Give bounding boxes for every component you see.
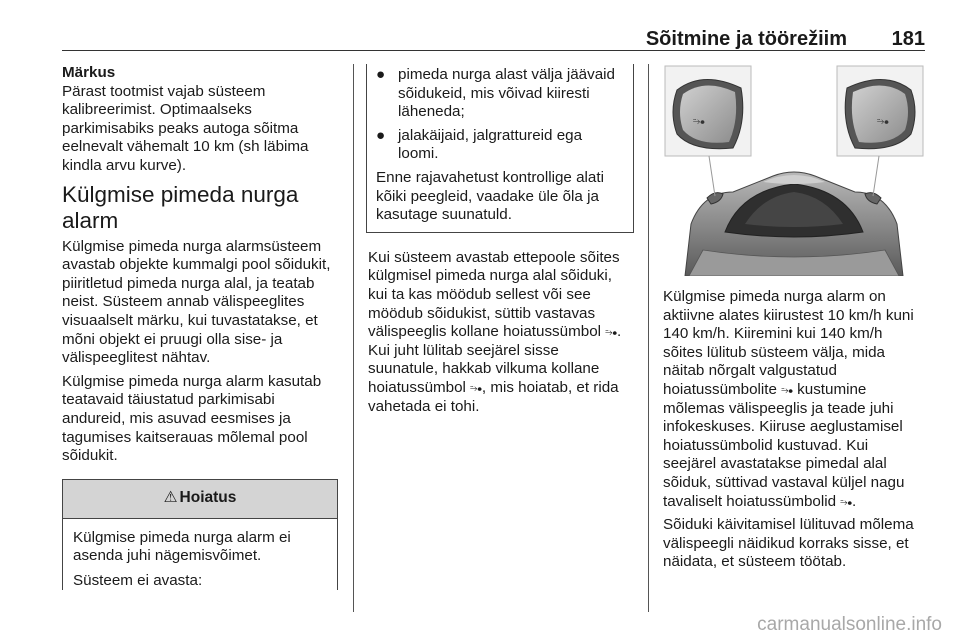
warning-box-continued <box>366 64 634 233</box>
paragraph: Külgmise pimeda nurga alarmsüsteem avastab objekte kummalgi pool sõidukit, piiritletud pimeda nurga alal, ja teatab neist. Süsteem annab välispeeglites visuaalselt märku, kui tuvastatakse, et mõni objekt ei pruugi olla sise- ja välispeeglitest nähtav. <box>62 237 331 367</box>
text-run: . <box>852 492 857 510</box>
header-rule <box>62 50 925 51</box>
paragraph <box>368 249 632 416</box>
text-run: Kui süsteem avastab ettepoole sõites külgmisel pimeda nurga alal sõiduki, kui ta kas möödub sellest või see möödub sõidukist, süttib vastavas välispeeglis kollane hoiatussümbol <box>368 248 620 341</box>
bullet-text: jalakäijaid, jalgrattureid ega loomi. <box>398 126 583 163</box>
side-mirror-illustration <box>663 64 925 276</box>
text-run: . Kui juht lülitab seejärel sisse suunatule, hakkab vilkuma kollane hoiatussümbol <box>368 323 622 396</box>
column-1 <box>62 64 338 596</box>
list-item <box>376 66 624 122</box>
warning-text: Enne rajavahetust kontrollige alati kõiki peegleid, vaadake üle õla ja kasutage suunatuld. <box>376 168 604 224</box>
watermark: carmanualsonline.info <box>757 614 942 635</box>
warning-header <box>63 480 337 519</box>
warning-title: Hoiatus <box>179 489 237 507</box>
list-item <box>376 127 624 164</box>
svg-text:⥲⦁: ⥲⦁ <box>877 117 889 127</box>
column-2 <box>368 64 632 421</box>
warning-triangle-icon: ⚠ <box>163 489 178 507</box>
paragraph <box>663 288 925 511</box>
warning-body <box>63 519 337 591</box>
bullet-text: pimeda nurga alast välja jäävaid sõidukeid, mis võivad kiiresti läheneda; <box>398 66 615 121</box>
column-3 <box>663 64 925 577</box>
page-number: 181 <box>891 28 925 50</box>
column-divider <box>648 64 649 612</box>
paragraph: Külgmise pimeda nurga alarm kasutab teatavaid täiustatud parkimisabi andureid, mis asuvad eesmises ja tagumises kaitserauas mõlemal pool sõidukit. <box>62 372 322 465</box>
bullet-icon: ● <box>376 126 386 144</box>
blind-spot-symbol-icon: ⥲⦁ <box>605 327 617 338</box>
text-run: kustumine mõlemas välispeeglis ja teade juhi infokeskuses. Kiiruse aeglustamisel hoiatussümbolid kustuvad. Kui seejärel avastatakse pimedal alal sõiduk, süttivad vastaval küljel nagu tavaliselt hoiatussümbolid <box>663 380 905 510</box>
chapter-title: Sõitmine ja töörežiim <box>645 28 847 50</box>
note-label: Märkus <box>62 64 116 81</box>
paragraph: Sõiduki käivitamisel lülituvad mõlema välispeegli näidikud korraks sisse, et näidata, et süsteem töötab. <box>663 516 914 571</box>
blind-spot-symbol-icon: ⥲⦁ <box>781 384 793 395</box>
text-run: Külgmise pimeda nurga alarm on aktiivne alates kiirustest 10 km/h kuni 140 km/h. Kiiremini kui 140 km/h sõites lülitub süsteem välja, mida näitab nõrgalt valgustatud hoiatussümbolite <box>663 288 914 398</box>
note-text: Pärast tootmist vajab süsteem kalibreerimist. Optimaalseks parkimisabiks peaks autoga sõitma eelnevalt vähemalt 10 km (sh läbima kindla arvu kurve). <box>62 82 309 174</box>
page-header <box>62 0 925 50</box>
bullet-icon: ● <box>376 66 386 83</box>
warning-text: Külgmise pimeda nurga alarm ei asenda juhi nägemisvõimet. <box>73 528 291 565</box>
blind-spot-symbol-icon: ⥲⦁ <box>470 382 482 393</box>
svg-text:⥲⦁: ⥲⦁ <box>693 117 705 127</box>
column-divider <box>353 64 354 612</box>
section-heading: Külgmise pimeda nurga alarm <box>62 181 299 233</box>
warning-box <box>62 479 338 591</box>
warning-text: Süsteem ei avasta: <box>73 571 203 589</box>
blind-spot-symbol-icon: ⥲⦁ <box>840 496 852 507</box>
car-mirrors-figure <box>663 64 925 276</box>
text-run: , mis hoiatab, et rida vahetada ei tohi. <box>368 378 619 415</box>
